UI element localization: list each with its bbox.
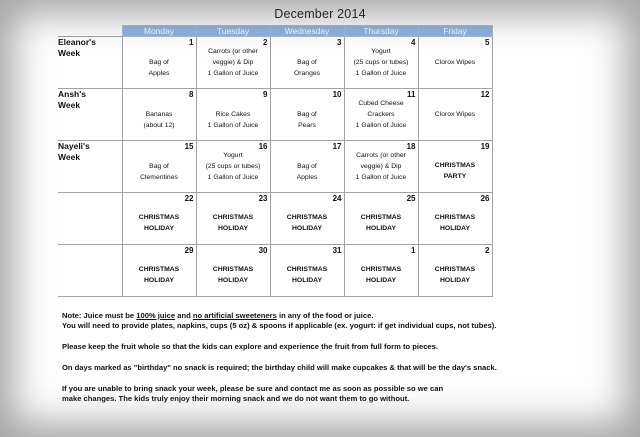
date-number: 2: [485, 246, 490, 255]
date-number: 10: [332, 90, 342, 99]
date-number: 12: [480, 90, 490, 99]
calendar-cell-monday: [122, 89, 196, 141]
snack-line: 1 Gallon of Juice: [355, 122, 407, 129]
date-number: 11: [407, 90, 416, 99]
calendar-cell-thursday: [344, 37, 418, 89]
snack-items: [123, 264, 196, 286]
date-number: 9: [263, 90, 268, 99]
week-row-1: [58, 37, 492, 89]
snack-line: HOLIDAY: [440, 225, 470, 232]
calendar-cell-tuesday: [196, 193, 270, 245]
note-juice-mid: and: [175, 311, 193, 320]
date-number: 24: [332, 194, 342, 203]
calendar-cell-monday: [122, 193, 196, 245]
snack-items: [419, 57, 492, 68]
snack-line: 1 Gallon of Juice: [355, 70, 407, 77]
week-row-3: [58, 141, 492, 193]
snack-line: CHRISTMAS: [212, 266, 254, 273]
day-header-wednesday: Wednesday: [270, 26, 344, 37]
snack-items: [419, 109, 492, 120]
note-juice: [62, 311, 622, 321]
date-number: 17: [332, 142, 342, 151]
week-row-4: [58, 193, 492, 245]
snack-line: Apples: [148, 70, 170, 77]
day-header-monday: Monday: [122, 26, 196, 37]
week-label: [58, 245, 122, 297]
calendar-cell-thursday: [344, 89, 418, 141]
calendar-title: December 2014: [274, 7, 366, 21]
snack-line: CHRISTMAS: [360, 266, 402, 273]
snack-line: CHRISTMAS: [360, 214, 402, 221]
calendar-cell-thursday: [344, 141, 418, 193]
snack-items: [345, 150, 418, 183]
date-number: 3: [337, 38, 342, 47]
snack-line: veggie) & Dip: [212, 59, 254, 66]
snack-line: HOLIDAY: [292, 277, 322, 284]
snack-line: CHRISTMAS: [434, 162, 476, 169]
note-juice-underline-1: 100% juice: [136, 311, 176, 320]
week-label: [58, 193, 122, 245]
snack-items: [271, 212, 344, 234]
date-number: 31: [332, 246, 342, 255]
date-number: 22: [184, 194, 194, 203]
date-number: 1: [411, 246, 416, 255]
snack-line: HOLIDAY: [218, 277, 248, 284]
snack-items: [345, 98, 418, 131]
snack-line: Cubed Cheese: [358, 100, 404, 107]
date-number: 8: [189, 90, 194, 99]
calendar-cell-friday: [418, 141, 492, 193]
calendar-cell-thursday: [344, 245, 418, 297]
snack-line: Bag of: [297, 111, 317, 118]
week-label: [58, 37, 122, 89]
snack-items: [197, 212, 270, 234]
date-number: 25: [406, 194, 416, 203]
date-number: 26: [480, 194, 490, 203]
snack-line: PARTY: [443, 173, 467, 180]
snack-items: [197, 46, 270, 79]
day-header-row: [58, 26, 492, 37]
calendar-cell-monday: [122, 37, 196, 89]
calendar-cell-wednesday: [270, 89, 344, 141]
day-header-friday: Friday: [418, 26, 492, 37]
snack-line: HOLIDAY: [144, 225, 174, 232]
snack-items: [345, 46, 418, 79]
snack-line: HOLIDAY: [366, 277, 396, 284]
snack-items: [197, 109, 270, 131]
note-juice-suffix: in any of the food or juice.: [276, 311, 374, 320]
week-label-line: Week: [58, 152, 81, 162]
week-label-line: Week: [58, 48, 81, 58]
snack-items: [345, 264, 418, 286]
snack-line: HOLIDAY: [366, 225, 396, 232]
snack-line: CHRISTMAS: [138, 214, 180, 221]
day-header-thursday: Thursday: [344, 26, 418, 37]
week-label: [58, 141, 122, 193]
week-row-2: [58, 89, 492, 141]
snack-line: 1 Gallon of Juice: [207, 70, 259, 77]
snack-line: 1 Gallon of Juice: [207, 122, 259, 129]
snack-items: [345, 212, 418, 234]
snack-line: HOLIDAY: [218, 225, 248, 232]
snack-line: Crackers: [367, 111, 395, 118]
week-label: [58, 89, 122, 141]
snack-line: Bag of: [149, 163, 169, 170]
snack-line: 1 Gallon of Juice: [207, 174, 259, 181]
snack-line: Clementines: [140, 174, 178, 181]
snack-items: [271, 264, 344, 286]
snack-items: [419, 212, 492, 234]
snack-line: CHRISTMAS: [212, 214, 254, 221]
snack-calendar: [58, 25, 493, 297]
snack-line: Yogurt: [223, 152, 243, 159]
snack-line: Pears: [298, 122, 316, 129]
date-number: 4: [411, 38, 416, 47]
snack-items: [271, 109, 344, 131]
snack-line: Bag of: [297, 163, 317, 170]
snack-line: CHRISTMAS: [434, 214, 476, 221]
date-number: 1: [189, 38, 194, 47]
snack-line: HOLIDAY: [144, 277, 174, 284]
notes-section: [62, 311, 622, 404]
calendar-cell-wednesday: [270, 245, 344, 297]
snack-items: [123, 161, 196, 183]
week-label-line: Week: [58, 100, 81, 110]
snack-line: (25 cups or tubes): [205, 163, 261, 170]
snack-line: Oranges: [293, 70, 321, 77]
calendar-cell-tuesday: [196, 245, 270, 297]
snack-items: [197, 264, 270, 286]
snack-line: Carrots (or other: [208, 48, 258, 55]
calendar-cell-wednesday: [270, 193, 344, 245]
header-corner: [58, 26, 122, 37]
calendar-cell-friday: [418, 245, 492, 297]
calendar-cell-friday: [418, 193, 492, 245]
snack-line: HOLIDAY: [292, 225, 322, 232]
week-label-line: Ansh's: [58, 89, 86, 99]
snack-items: [123, 109, 196, 131]
date-number: 30: [258, 246, 268, 255]
note-contact-line2: make changes. The kids truly enjoy their morning snack and we do not want them to go without.: [62, 393, 410, 403]
note-juice-underline-2: no artificial sweeteners: [192, 311, 277, 320]
snack-line: Bag of: [149, 59, 169, 66]
snack-line: Rice Cakes: [215, 111, 251, 118]
snack-line: Carrots (or other: [356, 152, 406, 159]
calendar-cell-tuesday: [196, 141, 270, 193]
calendar-cell-tuesday: [196, 89, 270, 141]
calendar-cell-tuesday: [196, 37, 270, 89]
note-fruit: Please keep the fruit whole so that the kids can explore and experience the fruit from full form to pieces.: [62, 342, 438, 352]
snack-items: [123, 57, 196, 79]
week-row-5: [58, 245, 492, 297]
snack-line: CHRISTMAS: [434, 266, 476, 273]
week-label-line: Eleanor's: [58, 37, 96, 47]
calendar-cell-wednesday: [270, 37, 344, 89]
snack-line: Clorox Wipes: [434, 111, 476, 118]
snack-line: CHRISTMAS: [286, 214, 328, 221]
note-supplies: You will need to provide plates, napkins, cups (5 oz) & spoons if applicable (ex. yogurt: if get individual cups, not tubes).: [62, 321, 497, 331]
date-number: 29: [184, 246, 194, 255]
calendar-cell-wednesday: [270, 141, 344, 193]
snack-line: Bananas: [145, 111, 173, 118]
snack-line: (about 12): [143, 122, 175, 129]
week-label-line: Nayeli's: [58, 141, 90, 151]
day-header-tuesday: Tuesday: [196, 26, 270, 37]
date-number: 23: [258, 194, 268, 203]
snack-line: Bag of: [297, 59, 317, 66]
date-number: 2: [263, 38, 268, 47]
note-birthday: On days marked as "birthday" no snack is required; the birthday child will make cupcakes & that will be the day's snack.: [62, 362, 497, 372]
calendar-cell-friday: [418, 37, 492, 89]
snack-items: [419, 264, 492, 286]
snack-line: 1 Gallon of Juice: [355, 174, 407, 181]
snack-line: Yogurt: [371, 48, 391, 55]
snack-line: CHRISTMAS: [286, 266, 328, 273]
snack-line: veggie) & Dip: [360, 163, 402, 170]
snack-line: (25 cups or tubes): [353, 59, 409, 66]
snack-items: [271, 161, 344, 183]
calendar-cell-thursday: [344, 193, 418, 245]
snack-items: [419, 160, 492, 182]
snack-line: Apples: [296, 174, 318, 181]
date-number: 5: [485, 38, 490, 47]
date-number: 18: [406, 142, 416, 151]
note-contact-line1: If you are unable to bring snack your week, please be sure and contact me as soon as possible so we can: [62, 383, 444, 393]
note-juice-prefix: Note: Juice must be: [62, 311, 137, 320]
snack-items: [197, 150, 270, 183]
snack-line: CHRISTMAS: [138, 266, 180, 273]
calendar-cell-monday: [122, 141, 196, 193]
calendar-cell-monday: [122, 245, 196, 297]
snack-items: [123, 212, 196, 234]
snack-line: Clorox Wipes: [434, 59, 476, 66]
date-number: 16: [258, 142, 268, 151]
date-number: 19: [480, 142, 490, 151]
calendar-cell-friday: [418, 89, 492, 141]
date-number: 15: [184, 142, 194, 151]
snack-line: HOLIDAY: [440, 277, 470, 284]
snack-items: [271, 57, 344, 79]
